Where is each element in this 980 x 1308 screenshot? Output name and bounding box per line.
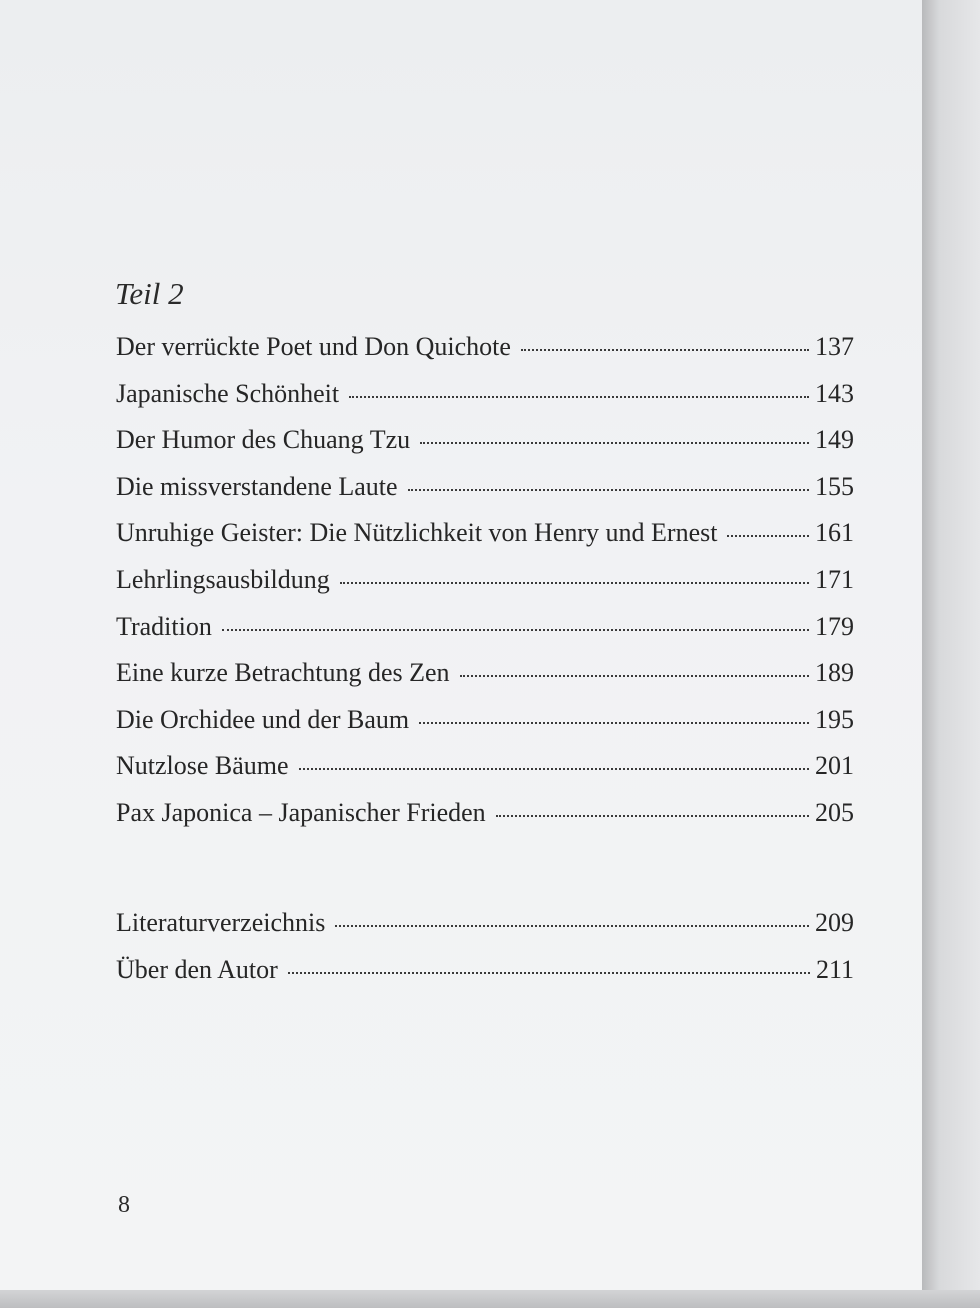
dot-leader	[521, 349, 809, 351]
toc-entry	[116, 379, 854, 426]
toc-entry	[116, 612, 854, 659]
toc-entry-title: Der verrückte Poet und Don Quichote	[116, 332, 511, 361]
toc-entry-page: 137	[815, 332, 854, 361]
dot-leader	[349, 396, 809, 398]
toc-entry	[116, 908, 854, 955]
section-title: Teil 2	[115, 276, 184, 311]
toc-entry-page: 161	[815, 518, 854, 548]
toc-entry-title: Der Humor des Chuang Tzu	[116, 425, 411, 455]
toc-entry-page: 195	[815, 704, 854, 734]
toc-entry-title: Literaturverzeichnis	[116, 908, 326, 937]
toc-entry-page: 201	[815, 751, 854, 781]
toc-entry-title: Tradition	[116, 611, 212, 641]
toc-entry	[116, 332, 854, 379]
toc-entry-page: 205	[815, 797, 854, 827]
toc-entry-title: Die Orchidee und der Baum	[116, 704, 410, 734]
toc-entry-page: 189	[815, 658, 854, 688]
toc-entry	[116, 955, 854, 1002]
toc-entry	[116, 565, 854, 612]
toc-entry-title: Japanische Schönheit	[116, 378, 340, 408]
toc-entry-title: Lehrlingsausbildung	[116, 564, 330, 594]
toc-entry-page: 211	[815, 954, 854, 984]
dot-leader	[727, 535, 809, 537]
appendix-list	[116, 908, 854, 1001]
toc-entry	[116, 472, 854, 519]
dot-leader	[222, 629, 809, 631]
toc-entry	[116, 751, 854, 798]
toc-entry-page: 149	[815, 425, 854, 455]
table-of-contents	[116, 332, 854, 845]
toc-entry-title: Eine kurze Betrachtung des Zen	[116, 658, 450, 688]
toc-entry	[116, 658, 854, 705]
toc-entry-page: 143	[815, 378, 854, 408]
toc-entry-title: Über den Autor	[116, 954, 278, 984]
dot-leader	[496, 815, 809, 817]
dot-leader	[340, 582, 809, 584]
toc-entry-title: Nutzlose Bäume	[116, 751, 289, 781]
toc-entry-page: 209	[815, 908, 854, 937]
page-edge-bottom	[0, 1290, 980, 1308]
dot-leader	[335, 925, 809, 927]
toc-entry-title: Unruhige Geister: Die Nützlichkeit von Henry und Ernest	[116, 518, 718, 548]
dot-leader	[299, 768, 809, 770]
page-edge	[922, 0, 980, 1308]
toc-entry-page: 179	[815, 611, 854, 641]
toc-entry	[116, 705, 854, 752]
dot-leader	[288, 972, 810, 974]
toc-entry	[116, 518, 854, 565]
dot-leader	[419, 722, 809, 724]
dot-leader	[420, 442, 809, 444]
toc-entry	[116, 798, 854, 845]
toc-entry-title: Die missverstandene Laute	[116, 471, 398, 501]
toc-entry-title: Pax Japonica – Japanischer Frieden	[116, 797, 486, 827]
page-number: 8	[118, 1192, 130, 1218]
toc-entry-page: 171	[815, 564, 854, 594]
dot-leader	[460, 675, 809, 677]
toc-entry-page: 155	[815, 471, 854, 501]
dot-leader	[408, 489, 809, 491]
toc-entry	[116, 425, 854, 472]
